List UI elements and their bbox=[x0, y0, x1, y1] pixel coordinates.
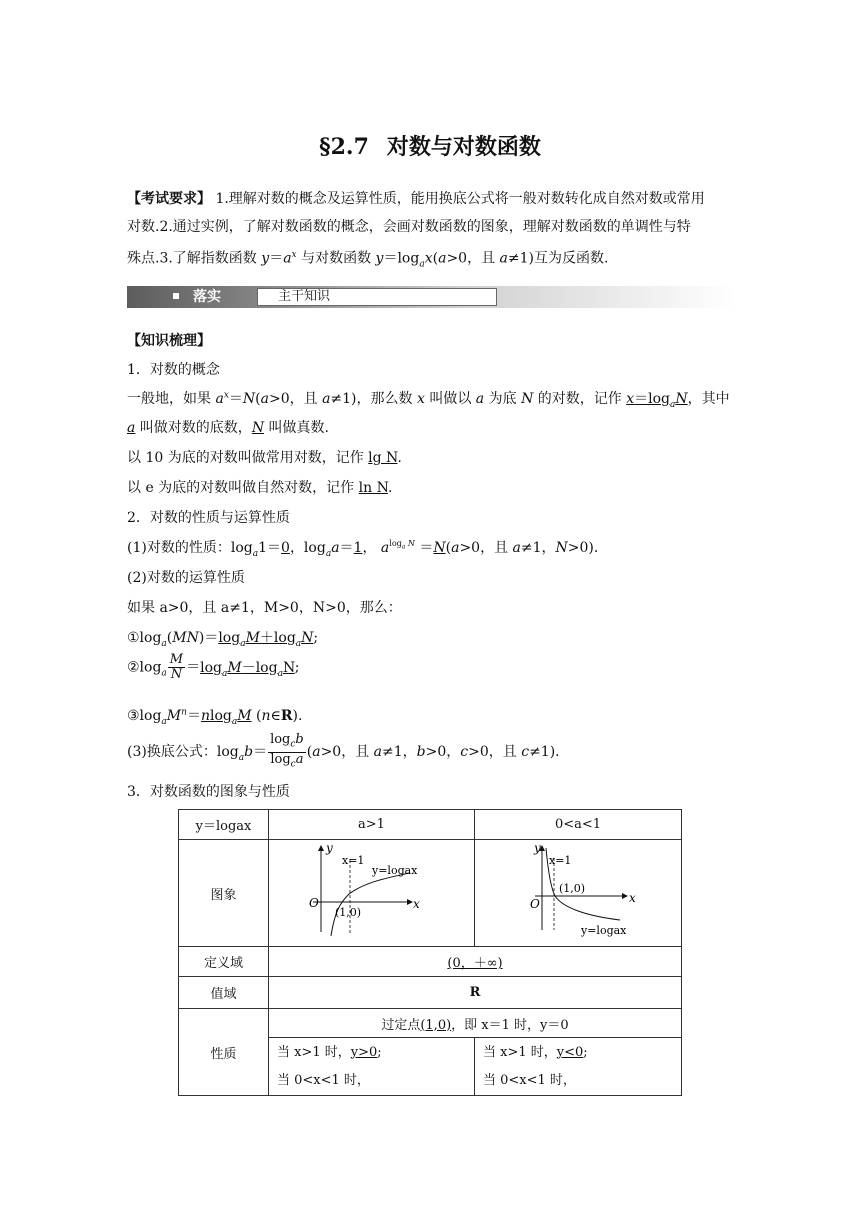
page-title bbox=[0, 130, 860, 161]
requirements-text-2: 对数.2.通过实例，了解对数函数的概念，会画对数函数的图象，理解对数函数的单调性与特 bbox=[127, 219, 691, 235]
row-label-properties: 性质 bbox=[179, 1009, 269, 1096]
gt1-answer-1: y>0 bbox=[350, 1044, 378, 1060]
row-label-range: 值域 bbox=[179, 977, 269, 1009]
s1-definition-1: 一般地，如果 $a^x=N(a>0$，且 a≠1)，那么数 x 叫做以 a 为底 N 的对数，记作 $x=\log_aN$，其中 bbox=[127, 390, 730, 410]
s3-title: 3．对数函数的图象与性质 bbox=[127, 784, 290, 800]
graph2-curve-label: y=logax bbox=[581, 924, 627, 937]
section-banner bbox=[127, 286, 734, 308]
fixed-point-prefix: 过定点 bbox=[381, 1017, 421, 1033]
common-log-answer: lg N bbox=[368, 450, 398, 466]
graph2-point-label: (1,0) bbox=[559, 882, 586, 895]
graph2-vline-label: x=1 bbox=[549, 854, 572, 867]
s2-title: 2．对数的性质与运算性质 bbox=[127, 510, 290, 526]
s1-common-log: 以 10 为底的对数叫做常用对数，记作 lg N. bbox=[127, 450, 402, 466]
table-header-function: y＝logax bbox=[179, 810, 269, 840]
lt1-answer-1: y<0 bbox=[556, 1044, 584, 1060]
s1-title: 1．对数的概念 bbox=[127, 362, 220, 378]
knowledge-heading: 【知识梳理】 bbox=[127, 333, 211, 349]
graph2-origin-label: O bbox=[530, 897, 540, 911]
lt1-condition-1: 当 x>1 时， bbox=[483, 1044, 557, 1060]
props-a-gt-1: 当 x>1 时，y>0; 当 0<x<1 时， bbox=[269, 1038, 475, 1096]
requirements-text-1: 1.理解对数的概念及运算性质，能用换底公式将一般对数转化成自然对数或常用 bbox=[211, 191, 705, 207]
graph2-x-label: x bbox=[629, 891, 636, 905]
requirements-label: 【考试要求】 bbox=[127, 191, 211, 207]
graph-a-lt-1 bbox=[475, 840, 682, 947]
s2-rule-1: $①\log_a(MN)=\log_aM+\log_aN$; bbox=[127, 630, 319, 649]
row-label-domain: 定义域 bbox=[179, 947, 269, 977]
section-title: 对数与对数函数 bbox=[386, 135, 541, 160]
s2-property-2-label: (2)对数的运算性质 bbox=[127, 570, 245, 586]
fixed-point-suffix: ，即 x＝1 时，y＝0 bbox=[451, 1017, 569, 1033]
banner-left-label: 落实 bbox=[193, 289, 221, 305]
table-header-a-gt-1: a>1 bbox=[269, 810, 475, 840]
graph1-y-label: y bbox=[326, 841, 333, 855]
s2-rule-2: $②\log_a$ $\frac{M}{N}$ $=\log_aM-\log_aN$; bbox=[127, 652, 300, 682]
graph2-y-label: y bbox=[534, 841, 541, 855]
s1-natural-log: 以 e 为底的对数叫做自然对数，记作 ln N. bbox=[127, 480, 393, 496]
fixed-point-value: (1,0) bbox=[420, 1017, 452, 1033]
fixed-point bbox=[269, 1009, 682, 1038]
gt1-condition-1: 当 x>1 时， bbox=[277, 1044, 351, 1060]
log-graph-decreasing bbox=[475, 840, 681, 942]
natural-log-answer: ln N bbox=[358, 480, 388, 496]
graph1-origin-label: O bbox=[309, 896, 319, 910]
gt1-condition-2: 当 0<x<1 时， bbox=[277, 1072, 370, 1088]
domain-value-text: (0，＋∞) bbox=[447, 956, 503, 971]
s2-property-1: (1)对数的性质：$\log_a1=0$，$\log_aa=1$， $a^{log_a N} =N(a>0$，且 a≠1，N>0). bbox=[127, 539, 599, 559]
graph1-curve-label: y=logax bbox=[372, 864, 418, 877]
common-log-text: 以 10 为底的对数叫做常用对数，记作 bbox=[127, 450, 369, 466]
change-of-base-label: (3)换底公式： bbox=[127, 744, 217, 761]
requirements-text-3a: 殊点.3.了解指数函数 bbox=[127, 250, 262, 267]
property-1-label: (1)对数的性质： bbox=[127, 540, 231, 556]
graph1-x-label: x bbox=[413, 897, 420, 911]
banner-right-label: 主干知识 bbox=[257, 288, 497, 306]
range-value: R bbox=[269, 977, 682, 1009]
domain-value bbox=[269, 947, 682, 977]
lt1-condition-2: 当 0<x<1 时， bbox=[483, 1072, 576, 1088]
natural-log-text: 以 e 为底的对数叫做自然对数，记作 bbox=[127, 480, 359, 496]
props-a-lt-1: 当 x>1 时，y<0; 当 0<x<1 时， bbox=[475, 1038, 682, 1096]
row-label-graph: 图象 bbox=[179, 840, 269, 947]
s1-definition-2: a 叫做对数的底数，N 叫做真数. bbox=[127, 420, 329, 436]
requirements-text-3c: 互为反函数. bbox=[534, 250, 609, 267]
table-header-a-lt-1: 0<a<1 bbox=[475, 810, 682, 840]
log-function-table bbox=[178, 809, 682, 1096]
s2-rule-3: $③\log_aM^n=nlog_aM$ (n∈R). bbox=[127, 707, 303, 727]
graph1-point-label: (1,0) bbox=[335, 906, 362, 919]
requirements-text-3b: 与对数函数 bbox=[301, 250, 376, 267]
square-bullet-icon bbox=[173, 293, 179, 299]
log-graph-increasing bbox=[269, 840, 474, 942]
s2-change-of-base: (3)换底公式：$\log_ab=$ $\frac{\log_cb}{\log_ca}$ (a>0，且 a≠1，b>0，c>0，且 c≠1). bbox=[127, 732, 560, 770]
graph1-vline-label: x=1 bbox=[342, 854, 365, 867]
section-number: §2.7 bbox=[319, 134, 369, 160]
exam-requirements: 【考试要求】 1.理解对数的概念及运算性质，能用换底公式将一般对数转化成自然对数或常用 对数.2.通过实例，了解对数函数的概念，会画对数函数的图象，理解对数函数的单调性与特 殊点.3.了解指数函数 $y=a^x$ 与对数函数 $y=\log_ax(a>0$，且 a≠1)互为反函数. bbox=[127, 191, 705, 270]
graph-a-gt-1 bbox=[269, 840, 475, 947]
s2-condition: 如果 a>0，且 a≠1，M>0，N>0，那么： bbox=[127, 600, 402, 616]
